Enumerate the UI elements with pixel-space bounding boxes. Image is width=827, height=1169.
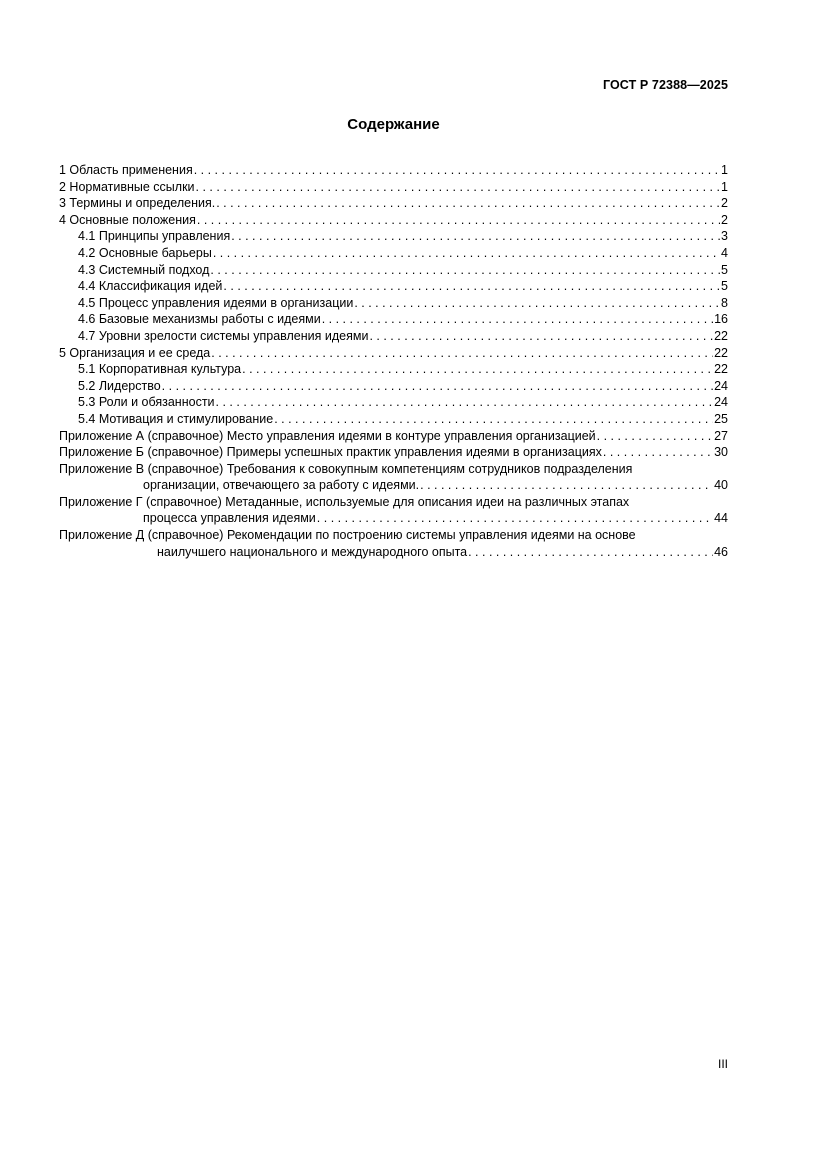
toc-entry-label: 4.2 Основные барьеры — [78, 245, 212, 260]
toc-entry-page: 3 — [721, 229, 728, 244]
toc-entry-page: 40 — [714, 478, 728, 493]
table-of-contents — [59, 162, 728, 560]
doc-number: ГОСТ Р 72388—2025 — [602, 78, 728, 92]
toc-entry[interactable] — [59, 162, 728, 179]
toc-leader-dots — [197, 212, 720, 229]
toc-entry-page: 24 — [714, 378, 728, 393]
toc-leader-dots — [317, 510, 713, 527]
toc-entry-label: 2 Нормативные ссылки — [59, 179, 195, 194]
toc-leader-dots — [369, 328, 713, 345]
toc-entry[interactable] — [59, 228, 728, 245]
toc-entry-label: 5.1 Корпоративная культура — [78, 362, 242, 377]
toc-entry-page: 4 — [721, 245, 728, 260]
toc-leader-dots — [211, 345, 713, 362]
toc-entry-label: Приложение Б (справочное) Примеры успешных практик управления идеями в организациях — [59, 445, 602, 460]
page-number: III — [717, 1057, 728, 1071]
toc-entry[interactable] — [59, 278, 728, 295]
toc-leader-dots — [242, 361, 713, 378]
toc-entry[interactable] — [59, 179, 728, 196]
toc-leader-dots — [162, 378, 713, 395]
toc-entry-multiline[interactable] — [59, 527, 728, 560]
toc-entry-label-continued: организации, отвечающего за работу с идеями. — [143, 478, 420, 493]
toc-entry-page: 5 — [721, 262, 728, 277]
toc-entry-label: Приложение В (справочное) Требования к совокупным компетенциям сотрудников подразделения — [59, 461, 633, 476]
toc-leader-dots — [231, 228, 720, 245]
toc-entry-label: 4 Основные положения — [59, 212, 196, 227]
toc-entry-page: 2 — [721, 196, 728, 211]
toc-leader-dots — [196, 179, 721, 196]
toc-entry-page: 44 — [714, 511, 728, 526]
toc-entry-label: 4.7 Уровни зрелости системы управления идеями — [78, 328, 369, 343]
toc-entry[interactable] — [59, 345, 728, 362]
toc-leader-dots — [274, 411, 713, 428]
toc-entry-page: 5 — [721, 279, 728, 294]
toc-leader-dots — [223, 278, 720, 295]
toc-entry-label: Приложение А (справочное) Место управления идеями в контуре управления организацией — [59, 428, 596, 443]
toc-leader-dots — [322, 311, 713, 328]
toc-entry-page: 22 — [714, 345, 728, 360]
toc-entry-page: 30 — [714, 445, 728, 460]
toc-leader-dots — [420, 477, 713, 494]
toc-title: Содержание — [347, 116, 440, 133]
toc-entry[interactable] — [59, 311, 728, 328]
toc-leader-dots — [216, 195, 720, 212]
toc-leader-dots — [216, 394, 714, 411]
toc-entry[interactable] — [59, 195, 728, 212]
toc-entry-label: Приложение Д (справочное) Рекомендации по построению системы управления идеями на основе — [59, 528, 636, 543]
toc-entry[interactable] — [59, 262, 728, 279]
toc-entry-label: 4.3 Системный подход — [78, 262, 210, 277]
toc-entry-label-continued: процесса управления идеями — [143, 511, 316, 526]
toc-entry[interactable] — [59, 361, 728, 378]
toc-leader-dots — [597, 428, 713, 445]
toc-entry-label: 3 Термины и определения. — [59, 196, 216, 211]
toc-entry-continuation — [59, 477, 728, 494]
toc-leader-dots — [468, 544, 713, 561]
toc-entry-label: 4.5 Процесс управления идеями в организации — [78, 295, 354, 310]
toc-entry-label: 5 Организация и ее среда — [59, 345, 211, 360]
toc-entry[interactable] — [59, 411, 728, 428]
toc-entry[interactable] — [59, 444, 728, 461]
toc-entry-page: 1 — [721, 163, 728, 177]
toc-entry[interactable] — [59, 245, 728, 262]
toc-leader-dots — [603, 444, 713, 461]
toc-entry-label-continued: наилучшего национального и международного опыта — [157, 544, 468, 559]
toc-entry[interactable] — [59, 295, 728, 312]
toc-entry[interactable] — [59, 212, 728, 229]
toc-entry-page: 1 — [721, 179, 728, 194]
toc-entry-page: 2 — [721, 212, 728, 227]
toc-entry-label: Приложение Г (справочное) Метаданные, используемые для описания идеи на различных этапах — [59, 494, 630, 509]
toc-entry-label: 5.2 Лидерство — [78, 378, 161, 393]
toc-entry-label: 5.4 Мотивация и стимулирование — [78, 411, 274, 426]
toc-entry-page: 8 — [721, 295, 728, 310]
toc-leader-dots — [354, 295, 720, 312]
toc-entry[interactable] — [59, 328, 728, 345]
toc-entry-page: 24 — [714, 395, 728, 410]
toc-entry-continuation — [59, 510, 728, 527]
toc-entry-label: 4.6 Базовые механизмы работы с идеями — [78, 312, 321, 327]
toc-entry-page: 22 — [714, 362, 728, 377]
toc-leader-dots — [210, 262, 720, 279]
toc-entry[interactable] — [59, 378, 728, 395]
toc-entry-page: 16 — [714, 312, 728, 327]
toc-entry-page: 25 — [714, 411, 728, 426]
toc-entry-label: 1 Область применения — [59, 163, 193, 177]
toc-entry-page: 27 — [714, 428, 728, 443]
toc-entry-label: 4.1 Принципы управления — [78, 229, 231, 244]
toc-leader-dots — [213, 245, 720, 262]
toc-entry-multiline[interactable] — [59, 494, 728, 527]
toc-leader-dots — [194, 162, 720, 179]
toc-entry-label: 5.3 Роли и обязанности — [78, 395, 215, 410]
toc-entry-multiline[interactable] — [59, 461, 728, 494]
toc-entry[interactable] — [59, 428, 728, 445]
toc-entry-page: 46 — [714, 544, 728, 559]
toc-entry[interactable] — [59, 394, 728, 411]
toc-entry-label: 4.4 Классификация идей — [78, 279, 223, 294]
toc-entry-continuation — [59, 544, 728, 561]
toc-entry-page: 22 — [714, 328, 728, 343]
